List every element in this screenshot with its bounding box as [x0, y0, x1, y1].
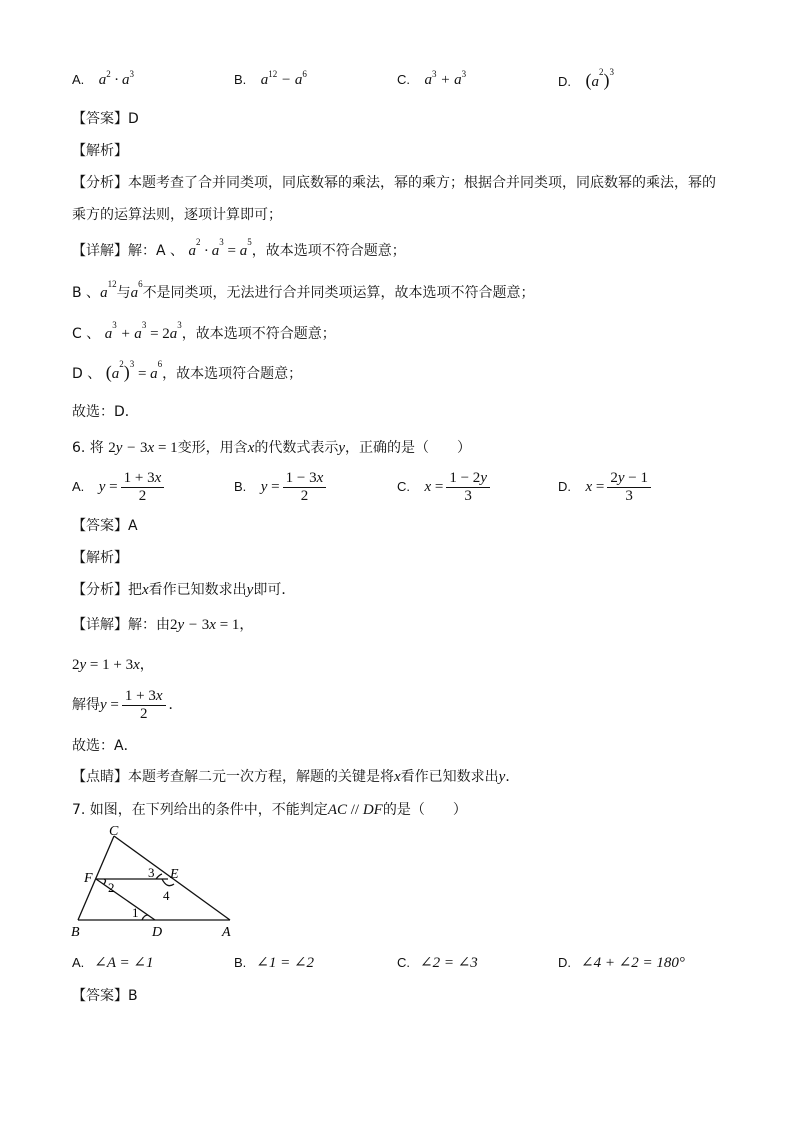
q6-dianjing: 【点睛】本题考查解二元一次方程，解题的关键是将x看作已知数求出y．	[72, 769, 520, 785]
angle-3-arc	[156, 874, 162, 879]
q7-stem: 7. 如图，在下列给出的条件中，不能判定AC // DF的是（ ）	[72, 802, 467, 818]
q5-option-d: D. $(a^2)^3$	[558, 67, 614, 90]
line-fd	[96, 879, 155, 920]
q5-detail-c: C 、 $a^3 + a^3 = 2a^3$，故本选项不符合题意；	[72, 320, 336, 342]
label-angle-4: 4	[163, 888, 170, 903]
q6-option-d: D. x = $\frac{2y - 1}{3}$	[558, 470, 654, 505]
label-angle-3: 3	[148, 865, 155, 880]
label-d: D	[152, 925, 163, 940]
q7-option-b: B. ∠1 = ∠2	[234, 955, 315, 971]
q5-option-c: C. $a^3 + a^3$	[397, 69, 467, 88]
q6-detail: 【详解】解：由2y − 3x = 1，	[72, 617, 254, 633]
q6-step3: 解得y = $\frac{1 + 3x}{2}$ ．	[72, 688, 183, 722]
q5-detail-a-expr: $a^2 \cdot a^3 = a^5$	[188, 237, 252, 259]
q5-analysis-heading: 【解析】	[72, 143, 128, 159]
q7-option-d: D. ∠4 + ∠2 = 180°	[558, 955, 685, 971]
q5-detail-d-expr: $(a^2)^3 = a^6$	[105, 359, 163, 382]
q6-stem: 6. 将 2y − 3x = 1变形，用含x的代数式表示y，正确的是（ ）	[72, 440, 472, 456]
q5-option-a: A. $a^2 \cdot a^3$	[72, 69, 134, 88]
q5-option-c-expr: $a^3 + a^3$	[424, 69, 467, 88]
q6-step2: 2y = 1 + 3x，	[72, 657, 154, 673]
q5-option-d-expr: $(a^2)^3$	[585, 67, 614, 90]
q5-option-b-expr: $a^{12} - a^6$	[260, 69, 307, 88]
label-c: C	[109, 824, 119, 839]
q5-choose: 故选：D．	[72, 404, 139, 420]
q6-answer: 【答案】A	[72, 518, 138, 534]
q5-detail-d: D 、 $(a^2)^3 = a^6$，故本选项符合题意；	[72, 359, 303, 382]
q7-option-a: A. ∠A = ∠1	[72, 955, 154, 971]
q6-option-c: C. x = $\frac{1 - 2y}{3}$	[397, 470, 493, 505]
label-f: F	[84, 871, 93, 886]
angle-1-arc	[142, 915, 148, 920]
label-e: E	[170, 867, 179, 882]
q6-option-b: B. y = $\frac{1 - 3x}{2}$	[234, 470, 329, 505]
q5-option-a-expr: $a^2 \cdot a^3$	[98, 69, 134, 88]
q6-fenxi: 【分析】把x看作已知数求出y即可．	[72, 582, 296, 598]
q5-detail-c-expr: $a^3 + a^3 = 2a^3$	[104, 320, 182, 342]
q6-choose: 故选：A．	[72, 738, 138, 754]
label-b: B	[71, 925, 80, 940]
q5-detail-a: 【详解】解：A 、 $a^2 \cdot a^3 = a^5$，故本选项不符合题意；	[72, 237, 406, 259]
q7-answer: 【答案】B	[72, 988, 138, 1004]
q5-detail-b: B 、$a^{12}$与$a^6$不是同类项，无法进行合并同类项运算，故本选项不符合题意；	[72, 279, 535, 301]
label-a: A	[222, 925, 231, 940]
label-angle-2: 2	[108, 880, 115, 895]
q7-geometry-figure	[66, 822, 246, 940]
q6-analysis-heading: 【解析】	[72, 550, 128, 566]
q5-answer: 【答案】D	[72, 111, 139, 127]
q5-fenxi-line2: 乘方的运算法则，逐项计算即可；	[72, 207, 282, 223]
q6-option-a: A. y = $\frac{1 + 3x}{2}$	[72, 470, 167, 505]
q5-fenxi-line1: 【分析】本题考查了合并同类项，同底数幂的乘法，幂的乘方；根据合并同类项，同底数幂的乘法，幂的	[72, 175, 716, 191]
label-angle-1: 1	[132, 905, 139, 920]
angle-2-arc	[104, 879, 106, 884]
q7-option-c: C. ∠2 = ∠3	[397, 955, 478, 971]
q5-option-b: B. $a^{12} - a^6$	[234, 69, 307, 88]
